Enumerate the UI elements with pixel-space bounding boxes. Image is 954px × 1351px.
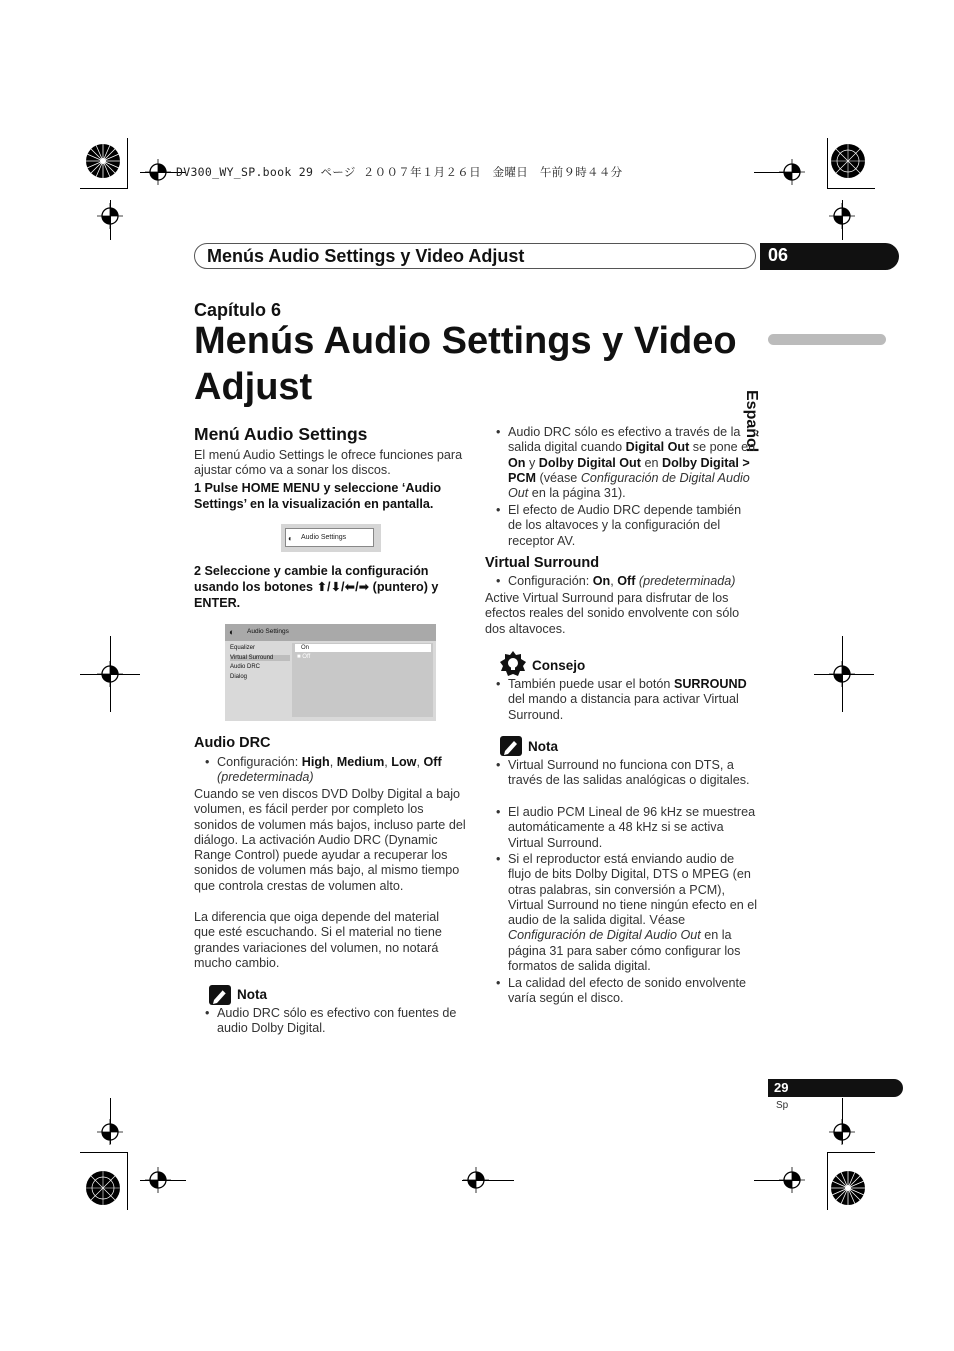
- note-item: [496, 852, 758, 974]
- drc-config-item: • Configuración: High, Medium, Low, Off (predeterminada): [205, 755, 442, 785]
- crosshair-icon: [463, 1167, 489, 1193]
- option-low: Low: [391, 755, 417, 769]
- chapter-number: 06: [768, 245, 789, 265]
- text: El efecto de Audio DRC depende también de los altavoces y la configuración del receptor AV.: [508, 503, 742, 548]
- audio-icon: ◐: [229, 627, 235, 637]
- option-medium: Medium: [336, 755, 385, 769]
- osd-titlebar: [225, 624, 436, 641]
- crosshair-icon: [97, 1119, 123, 1145]
- bullet: •: [496, 852, 501, 866]
- bold-text: Dolby Digital Out: [538, 455, 641, 470]
- drc-bullet-1: [496, 425, 758, 501]
- bullet: •: [496, 976, 501, 990]
- osd-option-off[interactable]: ■ Off: [297, 654, 311, 660]
- text: La calidad del efecto de sonido envolvente varía según el disco.: [508, 976, 747, 1006]
- osd-label: Audio Settings: [301, 534, 347, 541]
- bullet: •: [205, 755, 210, 769]
- osd-screen-small: [281, 524, 381, 552]
- bold-text: Digital Out: [625, 440, 690, 455]
- bold-text: On: [508, 455, 526, 470]
- vs-config-item: • Configuración: On, Off (predeterminada): [496, 574, 736, 588]
- text: Virtual Surround no funciona con DTS, a través de las salidas analógicas o digitales.: [508, 758, 750, 788]
- config-prefix: Configuración:: [217, 755, 302, 769]
- registration-rosette-icon: [830, 143, 866, 179]
- bullet: •: [496, 805, 501, 819]
- section-title: Menú Audio Settings: [194, 424, 368, 444]
- osd-screen-menu: [225, 624, 436, 721]
- text: También puede usar el botón: [508, 677, 674, 691]
- tip-item: [496, 677, 758, 723]
- tip-icon: [500, 651, 526, 677]
- bold-text: SURROUND: [673, 677, 747, 691]
- default-label: (predeterminada): [217, 770, 314, 785]
- text: Audio DRC sólo es efectivo a través de la salida digital cuando: [508, 425, 741, 455]
- chapter-badge: [760, 243, 899, 270]
- language-tab-label: Español: [743, 390, 760, 453]
- page-number-badge: [768, 1079, 903, 1097]
- note-item: [496, 805, 758, 851]
- option-off: Off: [617, 574, 636, 588]
- text: en: [640, 455, 662, 470]
- config-prefix: Configuración:: [508, 574, 593, 588]
- bullet: •: [496, 425, 501, 439]
- crosshair-icon: [779, 1167, 805, 1193]
- osd-options-panel: [292, 643, 433, 717]
- text: en la página 31).: [528, 486, 626, 501]
- registration-rosette-icon: [85, 1170, 121, 1206]
- registration-rosette-icon: [85, 143, 121, 179]
- osd-menu-item[interactable]: Equalizer: [230, 645, 256, 651]
- osd-menu-item[interactable]: Audio DRC: [230, 664, 261, 670]
- info-icon: ◐: [288, 534, 293, 543]
- registration-rosette-icon: [830, 1170, 866, 1206]
- crosshair-icon: [829, 661, 855, 687]
- bullet: •: [496, 677, 501, 691]
- osd-option-on[interactable]: [295, 644, 431, 652]
- step-1: 1 Pulse HOME MENU y seleccione ‘Audio Settings’ en la visualización en pantalla.: [194, 481, 442, 511]
- chapter-label: Capítulo 6: [194, 300, 282, 320]
- language-code: Sp: [776, 1100, 789, 1111]
- bullet: •: [496, 758, 501, 772]
- running-header: [194, 243, 756, 269]
- note-title: Nota: [237, 987, 267, 1002]
- text: El audio PCM Lineal de 96 kHz se muestrea automáticamente a 48 kHz si se activa Virtual Surround.: [508, 805, 756, 850]
- note-icon: [209, 985, 231, 1005]
- note-item: [496, 976, 758, 1007]
- bullet: •: [205, 1006, 210, 1020]
- note-title: Nota: [528, 739, 558, 754]
- osd-menu-item[interactable]: Virtual Surround: [230, 655, 290, 661]
- osd-menu-item[interactable]: Dialog: [230, 674, 248, 680]
- option-on: On: [592, 574, 611, 588]
- drc-paragraph-2: La diferencia que oiga depende del material que esté escuchando. Si el material no tiene grandes variaciones del volumen, no notará mucho cambio.: [194, 910, 442, 970]
- text: en la página 31 para saber cómo configurar los formatos de salida digital.: [508, 928, 741, 974]
- drc-bullet-2: [496, 503, 758, 549]
- default-label: (predeterminada): [638, 574, 736, 588]
- bold-text: Dolby Digital > PCM: [508, 455, 750, 485]
- osd-title: Audio Settings: [247, 628, 289, 635]
- vs-paragraph: Active Virtual Surround para disfrutar de los efectos reales del sonido envolvente con sólo dos altavoces.: [485, 591, 740, 636]
- note-item: [205, 1006, 467, 1037]
- option-off: Off: [423, 755, 442, 769]
- option-high: High: [301, 755, 330, 769]
- page-title: Menús Audio Settings y Video Adjust: [194, 320, 737, 408]
- osd-option-on-label: On: [301, 645, 310, 651]
- bullet: •: [496, 503, 501, 517]
- note-icon: [500, 736, 522, 756]
- page-number: 29: [774, 1080, 789, 1095]
- step-2: 2 Seleccione y cambie la configuración usando los botones ⬆/⬇/⬅/➡ (puntero) y ENTER.: [194, 564, 439, 610]
- text: se pone en: [689, 440, 756, 455]
- text: del mando a distancia para activar Virtual Surround.: [508, 692, 739, 722]
- text: y: [525, 455, 539, 470]
- crosshair-icon: [145, 159, 171, 185]
- tip-title: Consejo: [532, 658, 586, 673]
- crosshair-icon: [97, 661, 123, 687]
- intro-paragraph: El menú Audio Settings le ofrece funciones para ajustar cómo va a sonar los discos.: [194, 448, 463, 478]
- crosshair-icon: [829, 203, 855, 229]
- print-header: DV300_WY_SP.book 29 ページ ２００７年１月２６日 金曜日 午前９時４４分: [176, 165, 623, 179]
- bullet: •: [496, 574, 501, 588]
- drc-paragraph-1: Cuando se ven discos DVD Dolby Digital a bajo volumen, es fácil perder por completo los sonidos de volumen más bajos, incluso parte del diálogo. La activación Audio DRC (Dynamic Range Control) puede ayudar a recuperar los sonidos de volumen más bajo, al mismo tiempo que controla crestas de volumen alto.: [194, 787, 466, 893]
- language-tab-bar: [768, 334, 886, 345]
- running-header-title: Menús Audio Settings y Video Adjust: [207, 246, 525, 266]
- crosshair-icon: [829, 1119, 855, 1145]
- note-item: [496, 758, 758, 789]
- cross-reference: Configuración de Digital Audio Out: [508, 928, 701, 943]
- virtual-surround-title: Virtual Surround: [485, 555, 600, 571]
- crosshair-icon: [97, 203, 123, 229]
- crosshair-icon: [145, 1167, 171, 1193]
- note-item-text: Audio DRC sólo es efectivo con fuentes de audio Dolby Digital.: [217, 1006, 457, 1036]
- audio-drc-title: Audio DRC: [194, 735, 271, 751]
- text: Si el reproductor está enviando audio de flujo de bits Dolby Digital, DTS o MPEG (en otras palabras, sin conversión a PCM), Virtual Surround no tiene ningún efecto en el audio de la salida digital. Véase: [508, 852, 758, 928]
- text: (véase: [536, 470, 581, 485]
- cross-reference: Configuración de Digital Audio Out: [508, 470, 750, 501]
- crosshair-icon: [779, 159, 805, 185]
